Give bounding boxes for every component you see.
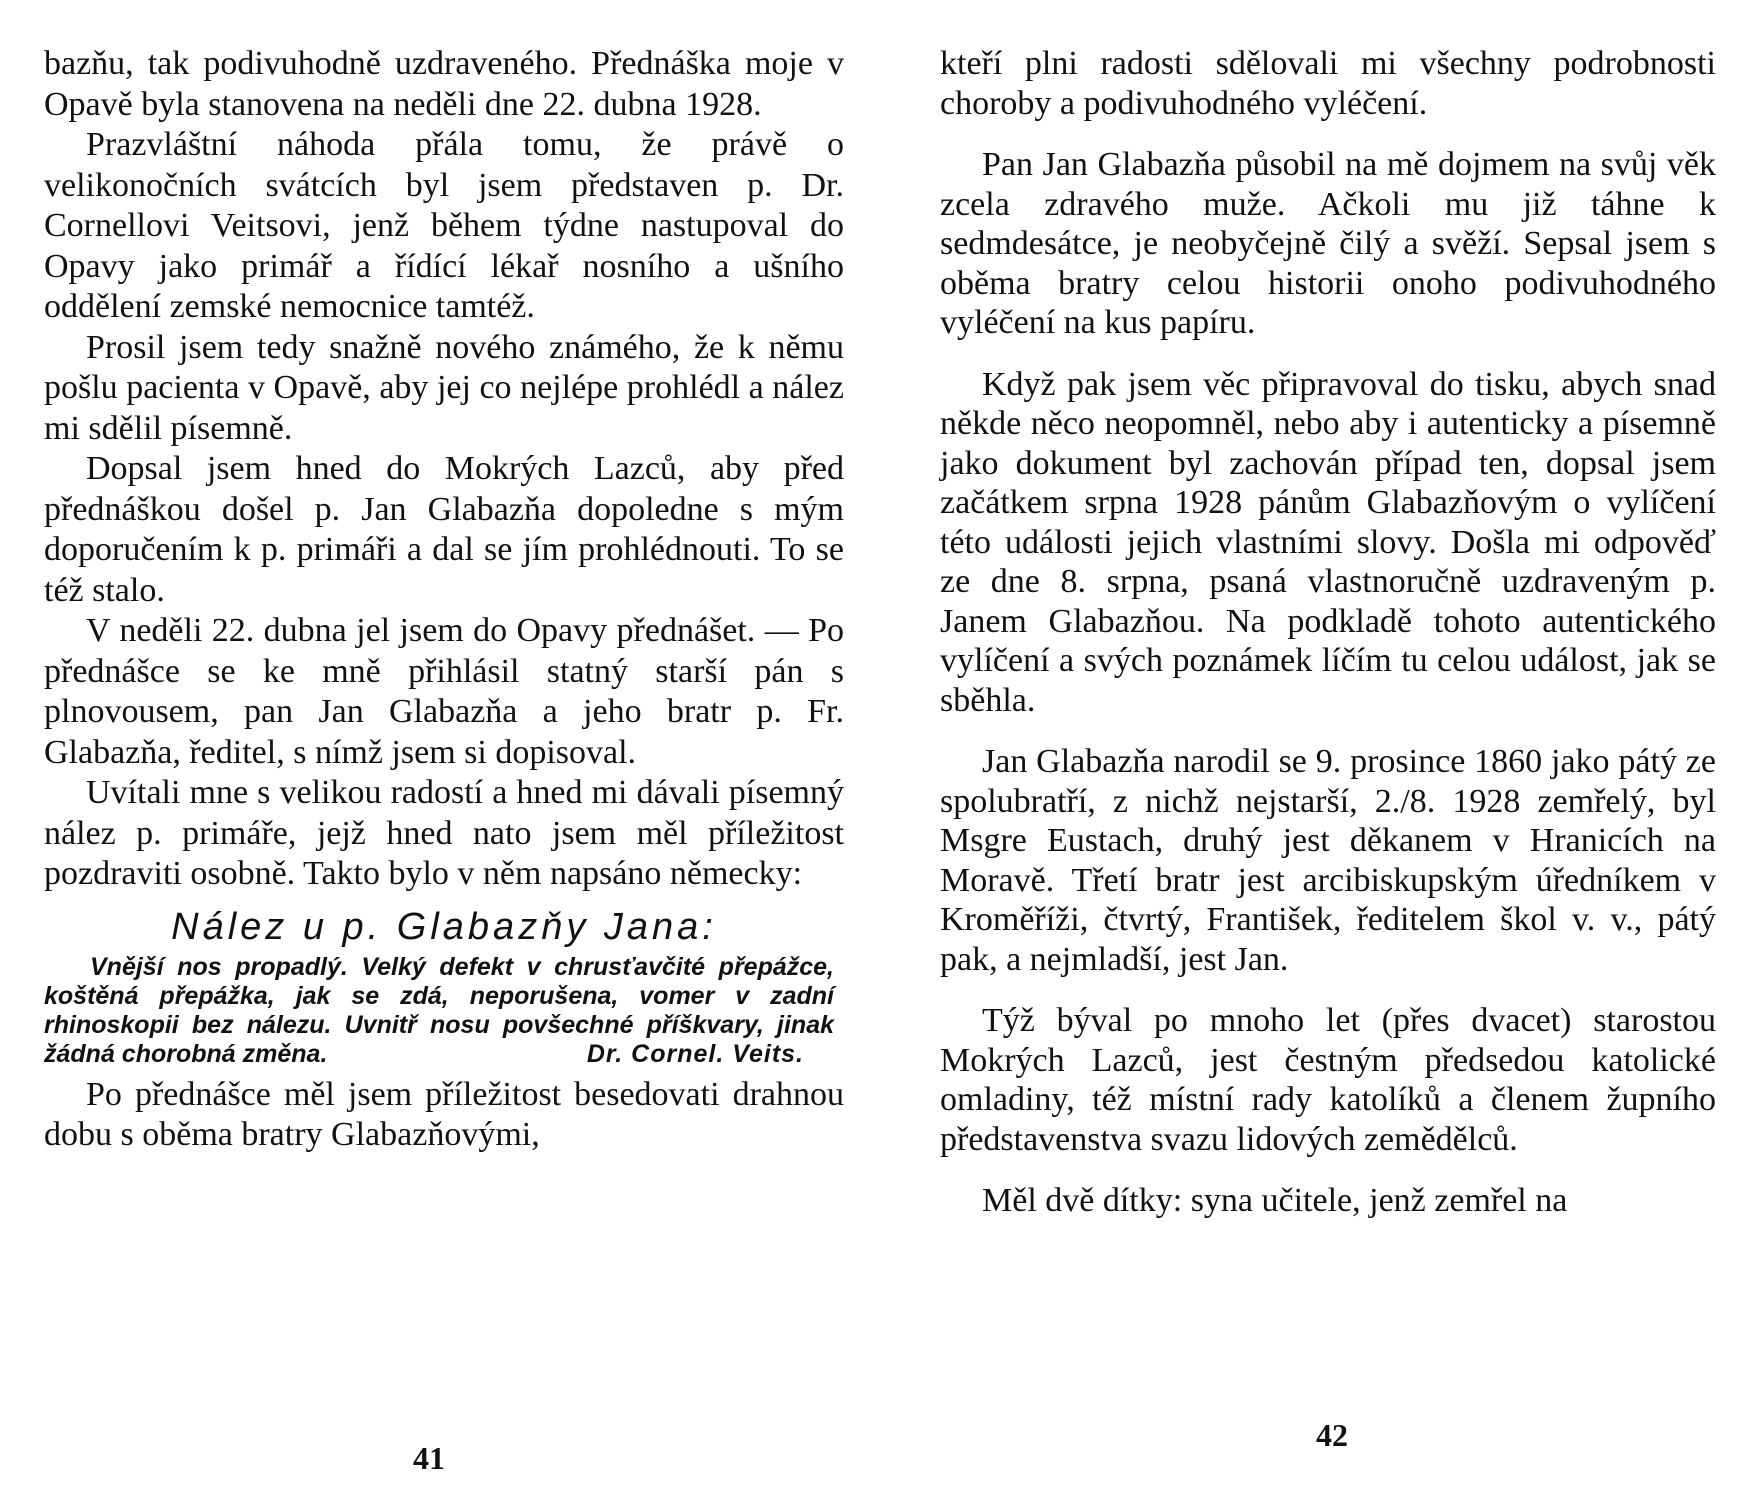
paragraph: Když pak jsem věc připravoval do tisku, abych snad někde něco neopomněl, nebo aby i autenticky a písemně jako dokument byl zachován případ ten, dopsal jsem začátkem srpna 1928 pánům Glabazňovým o vylíčení této události jejich vlastními slovy. Došla mi odpověď ze dne 8. srpna, psaná vlastnoručně uzdraveným p. Janem Glabazňou. Na podkladě tohoto autentického vylíčení a svých poznámek líčím tu celou událost, jak se sběhla. [940, 365, 1716, 719]
paragraph: Po přednášce měl jsem příležitost besedovati drahnou dobu s oběma bratry Glabazňovými, [44, 1075, 844, 1153]
paragraph: Prazvláštní náhoda přála tomu, že právě o velikonočních svátcích byl jsem představen p. Dr. Cornellovi Veitsovi, jenž během týdne nastupoval do Opavy jako primář a řídící lékař nosního a ušního oddělení zemské nemocnice tamtéž. [44, 126, 844, 325]
finding-title: Nález u p. Glabazňy Jana: [171, 905, 717, 948]
paragraph: Pan Jan Glabazňa působil na mě dojmem na svůj věk zcela zdravého muže. Ačkoli mu již táhne k sedmdesátce, je neobyčejně čilý a svěží. Sepsal jsem s oběma bratry celou historii onoho podivuhodného vyléčení na kus papíru. [940, 146, 1716, 341]
finding-signature: Dr. Cornel. Veits. [586, 1039, 804, 1068]
paragraph: kteří plni radosti sdělovali mi všechny podrobnosti choroby a podivuhodného vyléčení. [940, 45, 1716, 122]
paragraph: Jan Glabazňa narodil se 9. prosince 1860 jako pátý ze spolubratří, z nichž nejstarší, 2./8. 1928 zemřelý, byl Msgre Eustach, druhý jest děkanem v Hranicích na Moravě. Třetí bratr jest arcibiskupským úředníkem v Kroměříži, čtvrtý, František, ředitelem škol v. v., pátý pak, a nejmladší, jest Jan. [940, 743, 1716, 978]
right-page [940, 44, 1716, 1243]
left-page [44, 44, 844, 1156]
paragraph: Dopsal jsem hned do Mokrých Lazců, aby před přednáškou došel p. Jan Glabazňa dopoledne s mým doporučením k p. primáři a dal se jím prohlédnouti. To se též stalo. [44, 450, 844, 609]
paragraph: Měl dvě dítky: syna učitele, jenž zemřel na [982, 1182, 1568, 1219]
paragraph: Uvítali mne s velikou radostí a hned mi dávali písemný nález p. primáře, jejž hned nato jsem měl příležitost pozdraviti osobně. Takto bylo v něm napsáno německy: [44, 774, 844, 892]
finding-text: Vnější nos propadlý. Velký defekt v chrusťavčité přepážce, koštěná přepážka, jak se zdá, neporušena, vomer v zadní rhinoskopii bez nálezu. Uvnitř nosu povšechné příškvary, jinak žádná chorobná změna. [44, 952, 834, 1068]
paragraph: V neděli 22. dubna jel jsem do Opavy přednášet. — Po přednášce se ke mně přihlásil statný starší pán s plnovousem, pan Jan Glabazňa a jeho bratr p. Fr. Glabazňa, ředitel, s nímž jsem si dopisoval. [44, 612, 844, 771]
medical-finding [44, 905, 844, 1069]
finding-body [44, 953, 834, 1069]
paragraph: Týž býval po mnoho let (přes dvacet) starostou Mokrých Lazců, jest čestným předsedou katolické omladiny, též místní rady katolíků a členem župního představenstva svazu lidových zemědělců. [940, 1002, 1716, 1158]
paragraph: Prosil jsem tedy snažně nového známého, že k němu pošlu pacienta v Opavě, aby jej co nejlépe prohlédl a nález mi sdělil písemně. [44, 328, 844, 447]
paragraph: bazňu, tak podivuhodně uzdraveného. Přednáška moje v Opavě byla stanovena na neděli dne 22. dubna 1928. [44, 45, 844, 123]
page-number-left: 41 [413, 1440, 445, 1476]
page-number-right: 42 [1316, 1417, 1348, 1453]
